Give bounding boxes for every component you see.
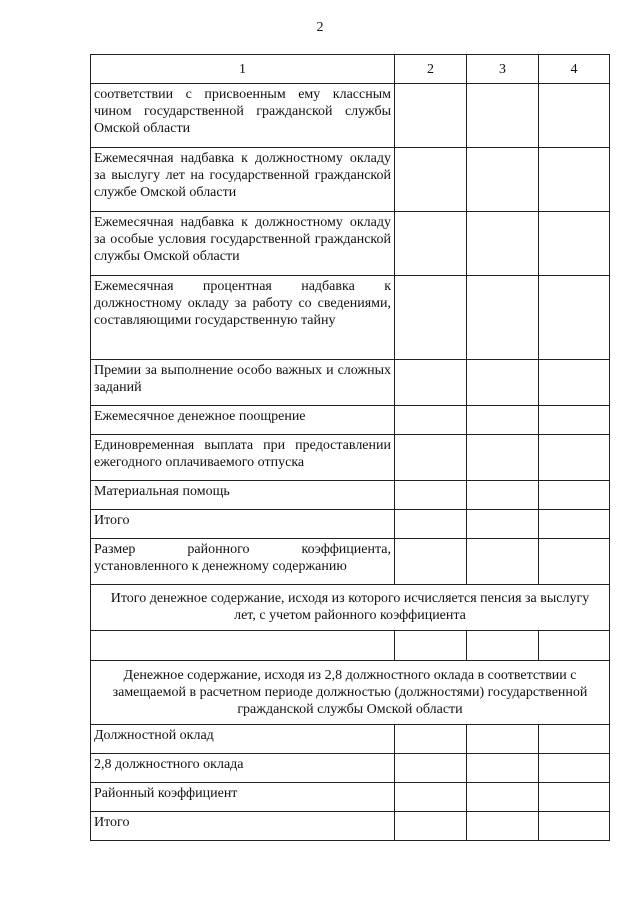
value-cell xyxy=(467,406,539,435)
row-label: Ежемесячная надбавка к должностному окладу за особые условия государственной гражданской службы Омской области xyxy=(91,212,395,276)
row-label: Ежемесячная процентная надбавка к должностному окладу за работу со сведениями, составляющими государственную тайну xyxy=(91,276,395,360)
column-header: 2 xyxy=(395,55,467,84)
value-cell xyxy=(395,406,467,435)
value-cell xyxy=(395,435,467,481)
value-cell xyxy=(395,212,467,276)
value-cell xyxy=(467,783,539,812)
row-label: Материальная помощь xyxy=(91,481,395,510)
value-cell xyxy=(539,84,610,148)
value-cell xyxy=(467,510,539,539)
value-cell xyxy=(395,360,467,406)
value-cell xyxy=(539,481,610,510)
table-row xyxy=(91,754,610,783)
value-cell xyxy=(539,783,610,812)
value-cell xyxy=(539,754,610,783)
value-cell xyxy=(467,631,539,661)
table-row xyxy=(91,435,610,481)
value-cell xyxy=(539,148,610,212)
value-cell xyxy=(467,812,539,841)
table-row xyxy=(91,276,610,360)
table-row xyxy=(91,510,610,539)
table-row xyxy=(91,783,610,812)
value-cell xyxy=(539,360,610,406)
value-cell xyxy=(467,754,539,783)
value-cell xyxy=(539,725,610,754)
table-row xyxy=(91,84,610,148)
value-cell xyxy=(539,406,610,435)
table-row xyxy=(91,148,610,212)
row-label: Единовременная выплата при предоставлении ежегодного оплачиваемого отпуска xyxy=(91,435,395,481)
value-cell xyxy=(395,510,467,539)
row-label: соответствии с присвоенным ему классным чином государственной гражданской службы Омской области xyxy=(91,84,395,148)
value-cell xyxy=(395,481,467,510)
row-label: Ежемесячное денежное поощрение xyxy=(91,406,395,435)
row-label: Размер районного коэффициента, установленного к денежному содержанию xyxy=(91,539,395,585)
value-cell xyxy=(395,631,467,661)
value-cell xyxy=(467,539,539,585)
value-cell xyxy=(467,276,539,360)
value-cell xyxy=(539,435,610,481)
value-cell xyxy=(539,539,610,585)
value-cell xyxy=(395,783,467,812)
value-cell xyxy=(539,510,610,539)
value-cell xyxy=(395,539,467,585)
section-title-row xyxy=(91,585,610,631)
value-cell xyxy=(395,725,467,754)
row-label: Итого xyxy=(91,812,395,841)
value-cell xyxy=(467,435,539,481)
column-header: 3 xyxy=(467,55,539,84)
section-title-row xyxy=(91,661,610,725)
row-label: Итого xyxy=(91,510,395,539)
empty-cell xyxy=(91,631,395,661)
value-cell xyxy=(467,84,539,148)
section-title: Итого денежное содержание, исходя из которого исчисляется пенсия за выслугу лет, с учетом районного коэффициента xyxy=(91,585,610,631)
table-row xyxy=(91,212,610,276)
column-header: 4 xyxy=(539,55,610,84)
table-row xyxy=(91,360,610,406)
value-cell xyxy=(395,754,467,783)
table-row xyxy=(91,481,610,510)
row-label: Должностной оклад xyxy=(91,725,395,754)
value-cell xyxy=(467,725,539,754)
value-cell xyxy=(395,148,467,212)
row-label: Премии за выполнение особо важных и сложных заданий xyxy=(91,360,395,406)
section-title: Денежное содержание, исходя из 2,8 должностного оклада в соответствии с замещаемой в расчетном периоде должностью (должностями) государственной гражданской службы Омской области xyxy=(91,661,610,725)
page-number: 2 xyxy=(316,20,324,35)
value-cell xyxy=(467,360,539,406)
row-label: 2,8 должностного оклада xyxy=(91,754,395,783)
table-header-row xyxy=(91,55,610,84)
value-cell xyxy=(539,276,610,360)
value-cell xyxy=(539,812,610,841)
salary-table xyxy=(90,54,610,841)
table-row xyxy=(91,725,610,754)
value-cell xyxy=(539,212,610,276)
table-row xyxy=(91,539,610,585)
table-row xyxy=(91,812,610,841)
table-row xyxy=(91,631,610,661)
value-cell xyxy=(467,481,539,510)
value-cell xyxy=(395,812,467,841)
value-cell xyxy=(467,148,539,212)
value-cell xyxy=(467,212,539,276)
value-cell xyxy=(539,631,610,661)
value-cell xyxy=(395,276,467,360)
row-label: Районный коэффициент xyxy=(91,783,395,812)
value-cell xyxy=(395,84,467,148)
table-row xyxy=(91,406,610,435)
row-label: Ежемесячная надбавка к должностному окладу за выслугу лет на государственной гражданской службе Омской области xyxy=(91,148,395,212)
column-header: 1 xyxy=(91,55,395,84)
